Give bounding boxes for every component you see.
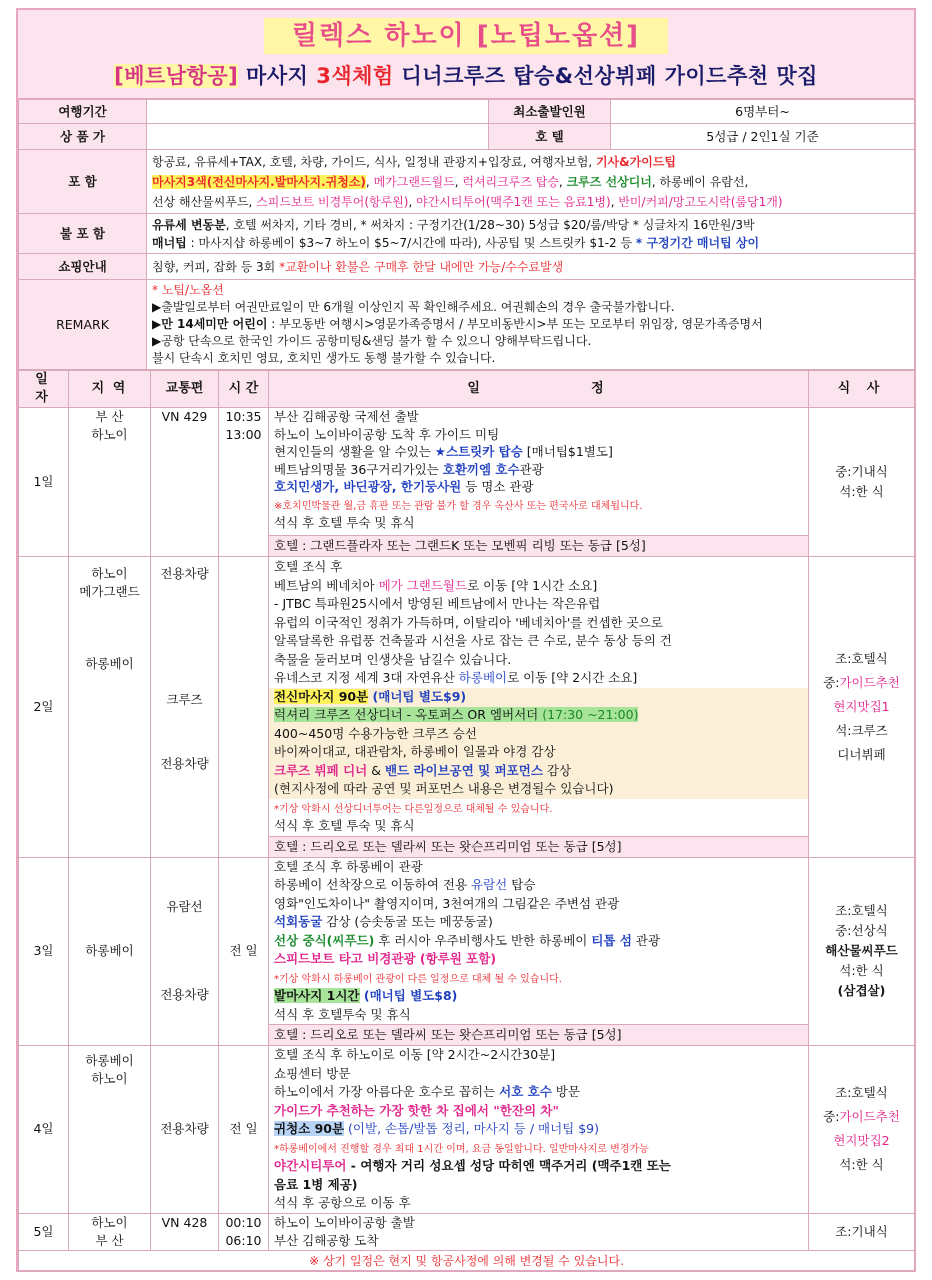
day4-meal: 조:호텔식 중:가이드추천 현지맛집2 석:한 식 bbox=[809, 1046, 915, 1214]
page-title bbox=[18, 18, 914, 54]
info-row-period bbox=[19, 100, 915, 124]
day2-itinerary: 호텔 조식 후 베트남의 베네치아 메가 그랜드월드로 이동 [약 1시간 소요] - JTBC 특파원25시에서 방영된 베트남에서 만나는 작은유럽 유럽의 이국적인 정취가 가득하며, 이탈리아 '베네치아'를 컨셉한 곳으로 알록달록한 유럽풍 건축물과 시선을 사로 잡는 큰 수로, 분수 동상 등의 건 축물을 둘러보며 인생샷을 남길수 있습니다. 유네스코 지정 세계 3대 자연유산 하롱베이로 이동 [약 2시간 소요] 전신마사지 90분 (매너팁 별도$9) 럭셔리 크루즈 선상디너 - 옥토퍼스 OR 엠버서더 (17:30 ~21:00) 400~450명 수용가능한 크루즈 승선 바이짜이대교, 대관람차, 하롱베이 일몰과 야경 감상 크루즈 뷔페 디너 & 밴드 라이브공연 및 퍼포먼스 감상 (현지사정에 따라 공연 및 퍼포먼스 내용은 변경될수 있습니다) *기상 악화시 선상디너투어는 다른일정으로 대체될 수 있습니다. 석식 후 호텔 투숙 및 휴식 bbox=[269, 557, 809, 837]
day2-meal: 조:호텔식 중:가이드추천 현지맛집1 석:크루즈 디너뷔페 bbox=[809, 557, 915, 858]
col-itinerary: 일 정 bbox=[269, 371, 809, 408]
day3-meal: 조:호텔식 중:선상식 해산물씨푸드 석:한 식 (삼겹살) bbox=[809, 857, 915, 1046]
day4-label: 4일 bbox=[19, 1046, 69, 1214]
day2-row bbox=[19, 557, 915, 837]
footer-note: ※ 상기 일정은 현지 및 항공사정에 의해 변경될 수 있습니다. bbox=[19, 1250, 915, 1271]
shopping-label: 쇼핑안내 bbox=[19, 254, 147, 280]
period-value bbox=[147, 100, 489, 124]
exclude-label: 불 포 함 bbox=[19, 214, 147, 254]
include-value: 항공료, 유류세+TAX, 호텔, 차량, 가이드, 식사, 일정내 관광지+입장료, 여행자보험, 기사&가이드팁 마사지3색(전신마사지.발마사지.귀청소), 메가그랜드월드, 럭셔리크루즈 탑승, 크루즈 선상디너, 하롱베이 유람선, 선상 해산물씨푸드, 스피드보트 비경투어(항루원), 야간시티투어(맥주1캔 또는 음료1병), 반미/커피/망고도시락(룸당1개) bbox=[147, 150, 915, 214]
page-subtitle bbox=[18, 60, 914, 92]
col-meal: 식 사 bbox=[809, 371, 915, 408]
exclude-value: 유류세 변동분, 호텔 써차지, 기타 경비, * 써차지 : 구정기간(1/28~30) 5성급 $20/룸/박당 * 싱글차지 16만원/3박 매너팁 : 마사지샵 하롱베이 $3~7 하노이 $5~7/시간에 따라), 사공팁 및 스트릿카 $1-2 등 * 구정기간 매너팁 상이 bbox=[147, 214, 915, 254]
schedule-header bbox=[19, 371, 915, 408]
hotel-label: 호 텔 bbox=[489, 124, 611, 150]
day5-label: 5일 bbox=[19, 1213, 69, 1250]
day4-time: 전 일 bbox=[219, 1046, 269, 1214]
info-row-exclude bbox=[19, 214, 915, 254]
itinerary-sheet bbox=[16, 8, 916, 1272]
info-row-include bbox=[19, 150, 915, 214]
subtitle-airline: [베트남항공] bbox=[114, 64, 239, 88]
period-label: 여행기간 bbox=[19, 100, 147, 124]
day4-transport: 전용차량 bbox=[151, 1046, 219, 1214]
header bbox=[18, 10, 914, 99]
day2-hotel: 호텔 : 드리오로 또는 델라씨 또는 왓슨프리미엄 또는 동급 [5성] bbox=[269, 836, 809, 857]
col-time: 시 간 bbox=[219, 371, 269, 408]
day5-meal: 조:기내식 bbox=[809, 1213, 915, 1250]
day3-itinerary: 호텔 조식 후 하롱베이 관광 하롱베이 선착장으로 이동하여 전용 유람선 탑승 영화"인도차이나" 촬영지이며, 3천여개의 그림같은 주변섬 관광 석회동굴 감상 (승솟동굴 또는 메꿍동굴) 선상 중식(씨푸드) 후 러시아 우주비행사도 반한 하롱베이 티톱 섬 관광 스피드보트 타고 비경관광 (항루원 포함) *기상 악화시 하롱베이 관광이 다른 일정으로 대체 될 수 있습니다. 발마사지 1시간 (매너팁 별도$8) 석식 후 호텔투숙 및 휴식 bbox=[269, 857, 809, 1025]
min-people-value: 6명부터~ bbox=[611, 100, 915, 124]
day1-row bbox=[19, 408, 915, 536]
day3-region: 하롱베이 bbox=[69, 857, 151, 1046]
title-text: 릴렉스 하노이 [노팁노옵션] bbox=[278, 18, 654, 54]
info-row-price bbox=[19, 124, 915, 150]
shopping-value: 침향, 커피, 잡화 등 3회 *교환이나 환불은 구매후 한달 내에만 가능/수수료발생 bbox=[147, 254, 915, 280]
price-label: 상 품 가 bbox=[19, 124, 147, 150]
day3-row bbox=[19, 857, 915, 1025]
remark-value: * 노팁/노옵션 ▶출발일로부터 여권만료일이 만 6개월 이상인지 꼭 확인해주세요. 여권훼손의 경우 출국불가합니다. ▶만 14세미만 어린이 : 부모동반 여행시>영문가족증명서 / 부모비동반시>부 또는 모로부터 위임장, 영문가족증명서 ▶공항 단속으로 한국인 가이드 공항미팅&샌딩 불가 할 수 있으니 양해부탁드립니다. 불시 단속시 호치민 영묘, 호치민 생가도 동행 불가할 수 있습니다. bbox=[147, 280, 915, 370]
col-region: 지 역 bbox=[69, 371, 151, 408]
day3-transport: 유람선 전용차량 bbox=[151, 857, 219, 1046]
day4-row bbox=[19, 1046, 915, 1214]
footer-row bbox=[19, 1250, 915, 1271]
day3-hotel: 호텔 : 드리오로 또는 델라씨 또는 왓슨프리미엄 또는 동급 [5성] bbox=[269, 1025, 809, 1046]
day1-meal: 중:기내식 석:한 식 bbox=[809, 408, 915, 557]
day5-region: 하노이 부 산 bbox=[69, 1213, 151, 1250]
hotel-value: 5성급 / 2인1실 기준 bbox=[611, 124, 915, 150]
schedule-table bbox=[18, 370, 915, 1272]
day5-row bbox=[19, 1213, 915, 1250]
day4-itinerary: 호텔 조식 후 하노이로 이동 [약 2시간~2시간30분] 쇼핑센터 방문 하노이에서 가장 아름다운 호수로 꼽히는 서호 호수 방문 가이드가 추천하는 가장 핫한 차 집에서 "한잔의 차" 귀청소 90분 (이발, 손톱/발톱 정리, 마사지 등 / 매너팁 $9) *하롱베이에서 진행할 경우 최대 1시간 이며, 요금 동일합니다. 일반마사지로 변경가능 야간시티투어 - 여행자 거리 성요셉 성당 따히엔 맥주거리 (맥주1캔 또는 음료 1병 제공) 석식 후 공항으로 이동 후 bbox=[269, 1046, 809, 1214]
day2-region: 하노이 메가그랜드 하롱베이 bbox=[69, 557, 151, 858]
day2-transport: 전용차량 크루즈 전용차량 bbox=[151, 557, 219, 858]
day4-region: 하롱베이 하노이 bbox=[69, 1046, 151, 1214]
day1-itinerary: 부산 김해공항 국제선 출발 하노이 노이바이공항 도착 후 가이드 미팅 현지인들의 생활을 알 수있는 ★스트릿카 탑승 [매너팁$1별도] 베트남의명물 36구거리가있는 호환끼엠 호수관광 호치민생가, 바딘광장, 한기둥사원 등 명소 관광 ※호치민박물관 월,금 휴관 또는 관람 불가 할 경우 옥산사 또는 편국사로 대체됩니다. 석식 후 호텔 투숙 및 휴식 bbox=[269, 408, 809, 536]
subtitle-rest: 디너크루즈 탑승&선상뷔페 가이드추천 맛집 bbox=[401, 64, 818, 88]
price-value bbox=[147, 124, 489, 150]
col-day: 일 자 bbox=[19, 371, 69, 408]
subtitle-massage: 마사지 bbox=[246, 64, 309, 88]
info-table bbox=[18, 99, 915, 370]
day5-flight: VN 428 bbox=[151, 1213, 219, 1250]
day5-time: 00:10 06:10 bbox=[219, 1213, 269, 1250]
day2-label: 2일 bbox=[19, 557, 69, 858]
day1-time: 10:35 13:00 bbox=[219, 408, 269, 557]
day3-label: 3일 bbox=[19, 857, 69, 1046]
info-row-shopping bbox=[19, 254, 915, 280]
day5-itinerary: 하노이 노이바이공항 출발 부산 김해공항 도착 bbox=[269, 1213, 809, 1250]
subtitle-3color: 3색체험 bbox=[316, 64, 394, 88]
day1-label: 1일 bbox=[19, 408, 69, 557]
include-label: 포 함 bbox=[19, 150, 147, 214]
info-row-remark bbox=[19, 280, 915, 370]
day1-region: 부 산 하노이 bbox=[69, 408, 151, 557]
day1-flight: VN 429 bbox=[151, 408, 219, 557]
day1-hotel: 호텔 : 그랜드플라자 또는 그랜드K 또는 모벤픽 리빙 또는 동급 [5성] bbox=[269, 536, 809, 557]
min-people-label: 최소출발인원 bbox=[489, 100, 611, 124]
remark-label: REMARK bbox=[19, 280, 147, 370]
col-transport: 교통편 bbox=[151, 371, 219, 408]
day2-time bbox=[219, 557, 269, 858]
day3-time: 전 일 bbox=[219, 857, 269, 1046]
